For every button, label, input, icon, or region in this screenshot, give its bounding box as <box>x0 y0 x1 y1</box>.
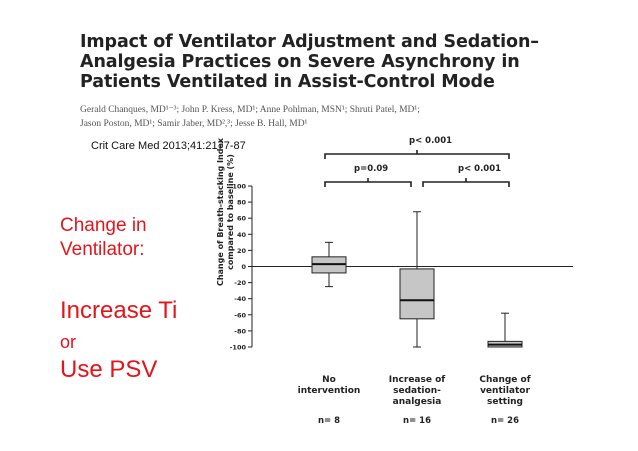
category-label-line: analgesia <box>392 397 442 407</box>
y-tick-label: -60 <box>234 311 246 320</box>
category-label-line: Change of <box>479 375 531 385</box>
y-tick-label: 60 <box>236 214 246 223</box>
sample-size-label: n= 16 <box>403 416 431 426</box>
y-tick-label: -20 <box>234 279 246 288</box>
sample-size-label: n= 8 <box>317 416 341 426</box>
author-line: Jason Poston, MD¹; Samir Jaber, MD²,³; Jesse B. Hall, MD¹ <box>80 118 308 129</box>
box <box>400 269 434 319</box>
category-label-line: setting <box>487 397 523 407</box>
category-label <box>284 375 374 397</box>
category-label-line: sedation- <box>393 386 441 396</box>
title-line: Patients Ventilated in Assist-Control Mode <box>80 72 495 92</box>
y-tick-label: 40 <box>236 230 246 239</box>
category-label <box>460 375 550 408</box>
side-text-or: or <box>60 332 77 352</box>
y-tick-label: 100 <box>232 182 246 191</box>
significance-bracket <box>423 178 509 187</box>
side-text-use-psv: Use PSV <box>60 356 158 383</box>
y-tick-label: -100 <box>229 343 246 352</box>
title-line: Impact of Ventilator Adjustment and Sedation– <box>80 32 539 52</box>
side-line: Ventilator: <box>60 239 145 260</box>
significance-bracket <box>325 178 411 187</box>
side-text-increase-ti: Increase Ti <box>60 297 178 324</box>
y-tick-label: 80 <box>236 198 246 207</box>
y-tick-label: -80 <box>234 327 246 336</box>
p-value-label: p< 0.001 <box>458 164 502 174</box>
category-label-line: intervention <box>297 386 361 396</box>
sample-size-label: n= 26 <box>491 416 519 426</box>
side-line: Change in <box>60 215 147 236</box>
p-value-label: p=0.09 <box>354 164 389 174</box>
category-label-line: No <box>322 375 336 385</box>
y-tick-label: 0 <box>241 263 246 271</box>
y-axis-label: Change of Breath-stacking Index compared to baseline (%) <box>216 137 235 287</box>
y-tick-label: 20 <box>236 246 246 255</box>
category-label <box>372 375 462 408</box>
category-label-line: Increase of <box>388 375 446 385</box>
significance-bracket <box>325 150 509 159</box>
citation: Crit Care Med 2013;41:2177-87 <box>91 140 246 152</box>
author-line: Gerald Chanques, MD¹⁻³; John P. Kress, MD¹; Anne Pohlman, MSN¹; Shruti Patel, MD¹; <box>80 105 420 115</box>
title-line: Analgesia Practices on Severe Asynchrony in <box>80 52 520 72</box>
p-value-label: p< 0.001 <box>409 136 453 146</box>
y-tick-label: -40 <box>234 295 246 304</box>
category-label-line: ventilator <box>480 386 530 396</box>
